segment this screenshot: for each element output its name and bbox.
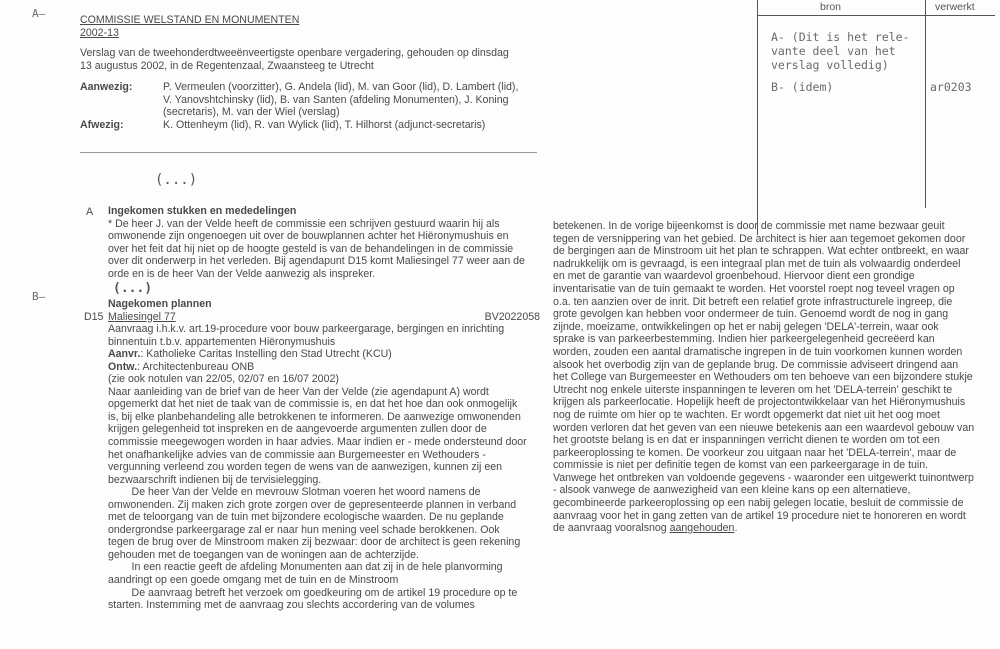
text-line: over het feit dat hij niet op de hoogte gesteld is van de behandelingen in de commissie	[108, 242, 514, 255]
source-note-a	[771, 30, 909, 72]
applicant-label: Aanvr.	[108, 348, 141, 361]
ellipsis-omission: (...)	[113, 281, 153, 296]
designer: : Architectenbureau ONB	[137, 360, 255, 373]
text-line: worden verloren dat het geven van een nieuwe betekenis aan een waardevol gebouw van	[553, 421, 975, 434]
text-line: starten. Instemming met de aanvraag zou slechts accordering van de volumes	[108, 599, 475, 612]
text-line: nadrukkelijk om is gevraagd, is een integraal plan met de tuin als volwaardig onderdeel	[553, 257, 961, 270]
text-line: betekenen. In de vorige bijeenkomst is door de commissie met name bezwaar geuit	[553, 220, 945, 232]
text-line: In een reactie geeft de afdeling Monumenten aan dat zij in de hele planvorming	[108, 561, 503, 574]
ellipsis-omission: (...)	[155, 172, 198, 188]
text-line: sprake is van parkeerbestemming. Indien hier parkeergelegenheid gecreëerd kan	[553, 333, 935, 346]
text-line: aandringt op een goede omgang met de tuin en de Minstroom	[108, 574, 399, 587]
text-line: worden, zouden een aantal dramatische ingrepen in de tuin voorkomen kunnen worden	[553, 345, 963, 358]
text-line: gecombineerde parkeeroplossing op een nabij gelegen locatie, besluit de commissie de	[553, 497, 964, 510]
text-line: orde en is de heer Van der Velde aanwezig als inspreker.	[108, 267, 376, 280]
column-header-source: bron	[820, 1, 842, 13]
text-line: omwonende zijn ongenoegen uit over de bouwplannen achter het Hiëronymushuis en	[108, 230, 509, 243]
document-header	[80, 14, 518, 131]
section-heading: Nagekomen plannen	[108, 298, 212, 310]
attendees-absent	[80, 119, 518, 132]
source-note-b: B- (idem)	[771, 80, 834, 94]
file-number: BV2022058	[484, 310, 540, 323]
text-line: commissie meegewogen worden in haar advies. Maar indien er - mede ondersteund door	[108, 436, 527, 449]
text-line: krijgen gelegenheid tot inspreken en de aangevoerde argumenten zullen door de	[108, 423, 487, 436]
decision-status: aangehouden	[669, 522, 735, 535]
text-line: opgemerkt dat het niet de taak van de commissie is, en dat het hoe dan ook onmogelijk	[108, 398, 518, 411]
section-code-a: A	[86, 206, 94, 218]
text-line: met de teloorgang van de tuin met bijzondere ecologische waarden. De nu geplande	[108, 511, 504, 524]
text-line	[553, 522, 974, 535]
text-line: parkeeroplossing te komen. De voorkeur zou uitgaan naar het 'DELA-terrein', maar de	[553, 446, 957, 459]
text-line: omwonenden. Zij maken zich grote zorgen over de gepresenteerde plannen in verband	[108, 498, 517, 511]
text-line: K. Ottenheym (lid), R. van Wylick (lid), T. Hilhorst (adjunct-secretaris)	[163, 118, 486, 131]
text-line: gehouden met de toegangen van de woningen aan de achterzijde.	[108, 548, 419, 561]
text-line: tegen de brug over de Minstroom maken zij bezwaar: door de architect is geen rekening	[108, 536, 521, 549]
report-number: 2002-13	[80, 26, 119, 39]
text-line: commissie is niet per definitie tegen de komst van een parkeergarage in de tuin.	[553, 459, 929, 472]
text-line: V. Yanovshtchinsky (lid), B. van Santen (afdeling Monumenten), J. Koning	[163, 93, 509, 106]
text-line: en met de garantie van waardevol groenbehoud. Hiervoor dient een grondige	[553, 270, 915, 283]
address-link: Maliesingel 77	[108, 310, 176, 323]
organization-title: COMMISSIE WELSTAND EN MONUMENTEN	[80, 14, 300, 26]
text-line: verslag volledig)	[771, 58, 889, 72]
text-line: is, bij elke planbehandeling alle betrokkenen te informeren. De aanwezige omwonenden	[108, 410, 521, 423]
text-line: alsook het overbodig zijn van de geplande brug. De commissie adviseert dringend aan	[553, 358, 959, 371]
text-line: nog de ruimte om hier op te wachten. Er wordt opgemerkt dat niet uit het oog moet	[553, 408, 940, 421]
designer-label: Ontw.	[108, 360, 138, 373]
text-line: 13 augustus 2002, in de Regentenzaal, Zwaansteeg te Utrecht	[80, 59, 374, 72]
text-line: binnentuin t.b.v. appartementen Hiëronymushuis	[108, 335, 336, 348]
section-a-title: Ingekomen stukken en mededelingen	[108, 205, 297, 217]
text-line: Vanwege het ontbreken van voldoende gegevens - waaronder een uitgewerkt tuinontwerp	[553, 471, 974, 484]
text-line: Naar aanleiding van de brief van de heer Van der Velde (zie agendapunt A) wordt	[108, 385, 489, 398]
see-also-note: (zie ook notulen van 22/05, 02/07 en 16/07 2002)	[108, 373, 339, 386]
text-line: over dit onderwerp in het verleden. Bij agendapunt D15 komt Maliesingel 77 weer aan de	[108, 255, 525, 268]
text-line: De aanvraag betreft het verzoek om goedkeuring om de artikel 19 procedure op te	[108, 586, 518, 599]
processed-code: ar0203	[930, 80, 972, 94]
divider	[80, 152, 537, 153]
text-line: grote gevolgen kan hebben voor ondermeer de tuin. Genoemd wordt de nog in gang	[553, 308, 949, 321]
absent-label: Afwezig:	[80, 118, 124, 131]
section-a	[108, 205, 525, 280]
text-line: Utrecht nog enkele uiterste inspanningen te leveren om het 'DELA-terrein' geschikt te	[553, 383, 953, 396]
text-line: tegen de versnippering van het gebied. De architect is hier aan tegemoet gekomen door	[553, 232, 966, 245]
section-d15-continued	[553, 220, 974, 535]
text-line: A- (Dit is het rele-	[771, 30, 910, 44]
table-border	[757, 15, 995, 16]
text-line: de bergingen aan de Minstroom uit het plan te schrappen. Wat echter ontbreekt, en waar	[553, 245, 969, 258]
text-line: - alsook vanwege de aanwezigheid van een kleine kans op een alternatieve,	[553, 484, 911, 497]
text-line: vante deel van het	[771, 44, 896, 58]
table-border	[925, 0, 926, 208]
text-line: aanvraag voor het in gang zetten van de artikel 19 procedure niet te honoreren en wordt	[553, 509, 966, 522]
present-label: Aanwezig:	[80, 81, 133, 94]
column-header-processed: verwerkt	[935, 1, 975, 13]
text-line: Aanvraag i.h.k.v. art.19-procedure voor bouw parkeergarage, bergingen en inrichting	[108, 323, 505, 336]
text-line: krijgen als parkeerlocatie. Hopelijk heeft de projectontwikkelaar van het Hiëronymushuis	[553, 396, 966, 409]
text-line: o.a. ten aanzien over de inrit. Dit betreft een relatief grote infrastructurele ingreep, die	[553, 295, 953, 308]
text-line: ondergrondse parkeergarage zal er naar hun mening veel schade berokkenen. Ook	[108, 523, 500, 536]
text-line: * De heer J. van der Velde heeft de commissie een schrijven gestuurd waarin hij als	[108, 217, 500, 230]
margin-mark-a: A–	[32, 7, 46, 20]
text-fragment: de aanvraag vooralsnog	[553, 522, 670, 535]
section-code-d15: D15	[84, 311, 104, 323]
text-line: het College van Burgemeester en Wethouders om ten behoeve van een bijzondere stukje	[553, 371, 973, 384]
attendees-present	[80, 81, 518, 119]
text-line: De heer Van der Velde en mevrouw Slotman voeren het woord namens de	[108, 486, 481, 499]
text-line: inventarisatie van de tuin gemaakt te worden. Het voorstel roept nog teveel vragen op	[553, 282, 955, 295]
section-d15	[108, 298, 540, 612]
text-line: zijnde, moeizame, ontwikkelingen op het er nabij gelegen 'DELA'-terrein, waar ook	[553, 320, 939, 333]
text-line: (secretaris), M. van der Wiel (verslag)	[163, 106, 340, 119]
applicant: : Katholieke Caritas Instelling den Stad Utrecht (KCU)	[140, 348, 392, 361]
text-line: bezwaarschrift indienen bij de tervisielegging.	[108, 473, 322, 486]
table-border	[757, 0, 758, 235]
text-line: Verslag van de tweehonderdtweeënveertigste openbare vergadering, gehouden op dinsdag	[80, 47, 509, 60]
margin-mark-b: B–	[32, 290, 46, 303]
text-fragment: .	[734, 522, 738, 535]
report-intro	[80, 47, 518, 72]
text-line: P. Vermeulen (voorzitter), G. Andela (lid), M. van Goor (lid), D. Lambert (lid),	[163, 81, 519, 94]
text-line: het onafhankelijke advies van de commissie aan Burgemeester en Wethouders -	[108, 448, 486, 461]
text-line: vergunning verleend zou worden tegen de wens van de aanwezigen, kunnen zij een	[108, 461, 503, 474]
text-line: het grootste belang is en dat er inspanningen verricht dienen te worden om tot een	[553, 434, 940, 447]
